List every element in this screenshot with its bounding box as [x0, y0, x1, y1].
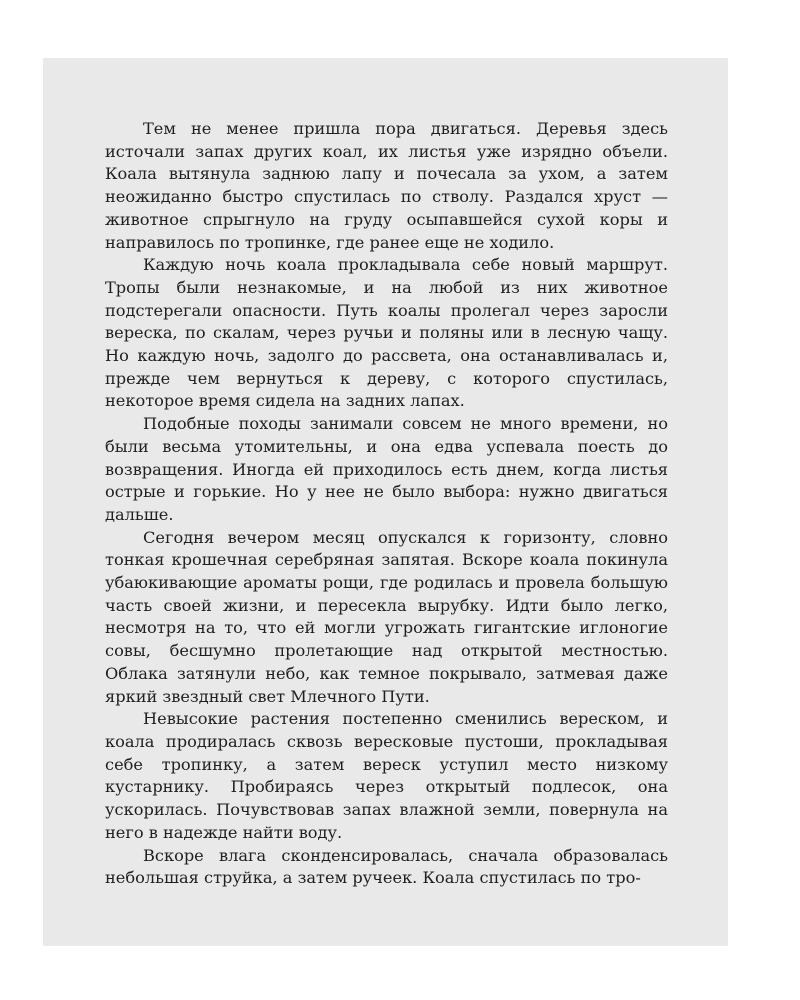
paragraph: Сегодня вечером месяц опускался к горизонту, словно тонкая крошечная серебряная запятая. Вскоре коала покинула убаюкивающие ароматы рощи, где родилась и провела большую часть своей жизни, и пересекла вырубку. Идти было легко, несмотря на то, что ей могли угрожать гигантские иглоногие совы, бесшумно пролетающие над открытой местностью. Облака затянули небо, как темное покрывало, затмевая даже яркий звездный свет Млечного Пути. [105, 527, 668, 706]
page-text [105, 118, 668, 890]
paragraph: Каждую ночь коала прокладывала себе новый маршрут. Тропы были незнакомые, и на любой из них животное подстерегали опасности. Путь коалы пролегал через заросли вереска, по скалам, через ручьи и поляны или в лесную чащу. Но каждую ночь, задолго до рассвета, она останавливалась и, прежде чем вернуться к дереву, с которого спустилась, некоторое время сидела на задних лапах. [105, 255, 668, 411]
paragraph: Вскоре влага сконденсировалась, сначала образовалась небольшая струйка, а затем ручеек. Коала спустилась по тро- [105, 845, 668, 888]
paragraph: Подобные походы занимали совсем не много времени, но были весьма утомительны, и она едва успевала поесть до возвращения. Иногда ей приходилось есть днем, когда листья острые и горькие. Но у нее не было выбора: нужно двигаться дальше. [105, 414, 668, 524]
paragraph: Тем не менее пришла пора двигаться. Деревья здесь источали запах других коал, их листья уже изрядно объели. Коала вытянула заднюю лапу и почесала за ухом, а затем неожиданно быстро спустилась по стволу. Раздался хруст — животное спрыгнуло на груду осыпавшейся сухой коры и направилось по тропинке, где ранее еще не ходило. [105, 119, 668, 252]
paragraph: Невысокие растения постепенно сменились вереском, и коала продиралась сквозь вересковые пустоши, прокладывая себе тропинку, а затем вереск уступил место низкому кустарнику. Пробираясь через открытый подлесок, она ускорилась. Почувствовав запах влажной земли, повернула на него в надежде найти воду. [105, 709, 668, 842]
